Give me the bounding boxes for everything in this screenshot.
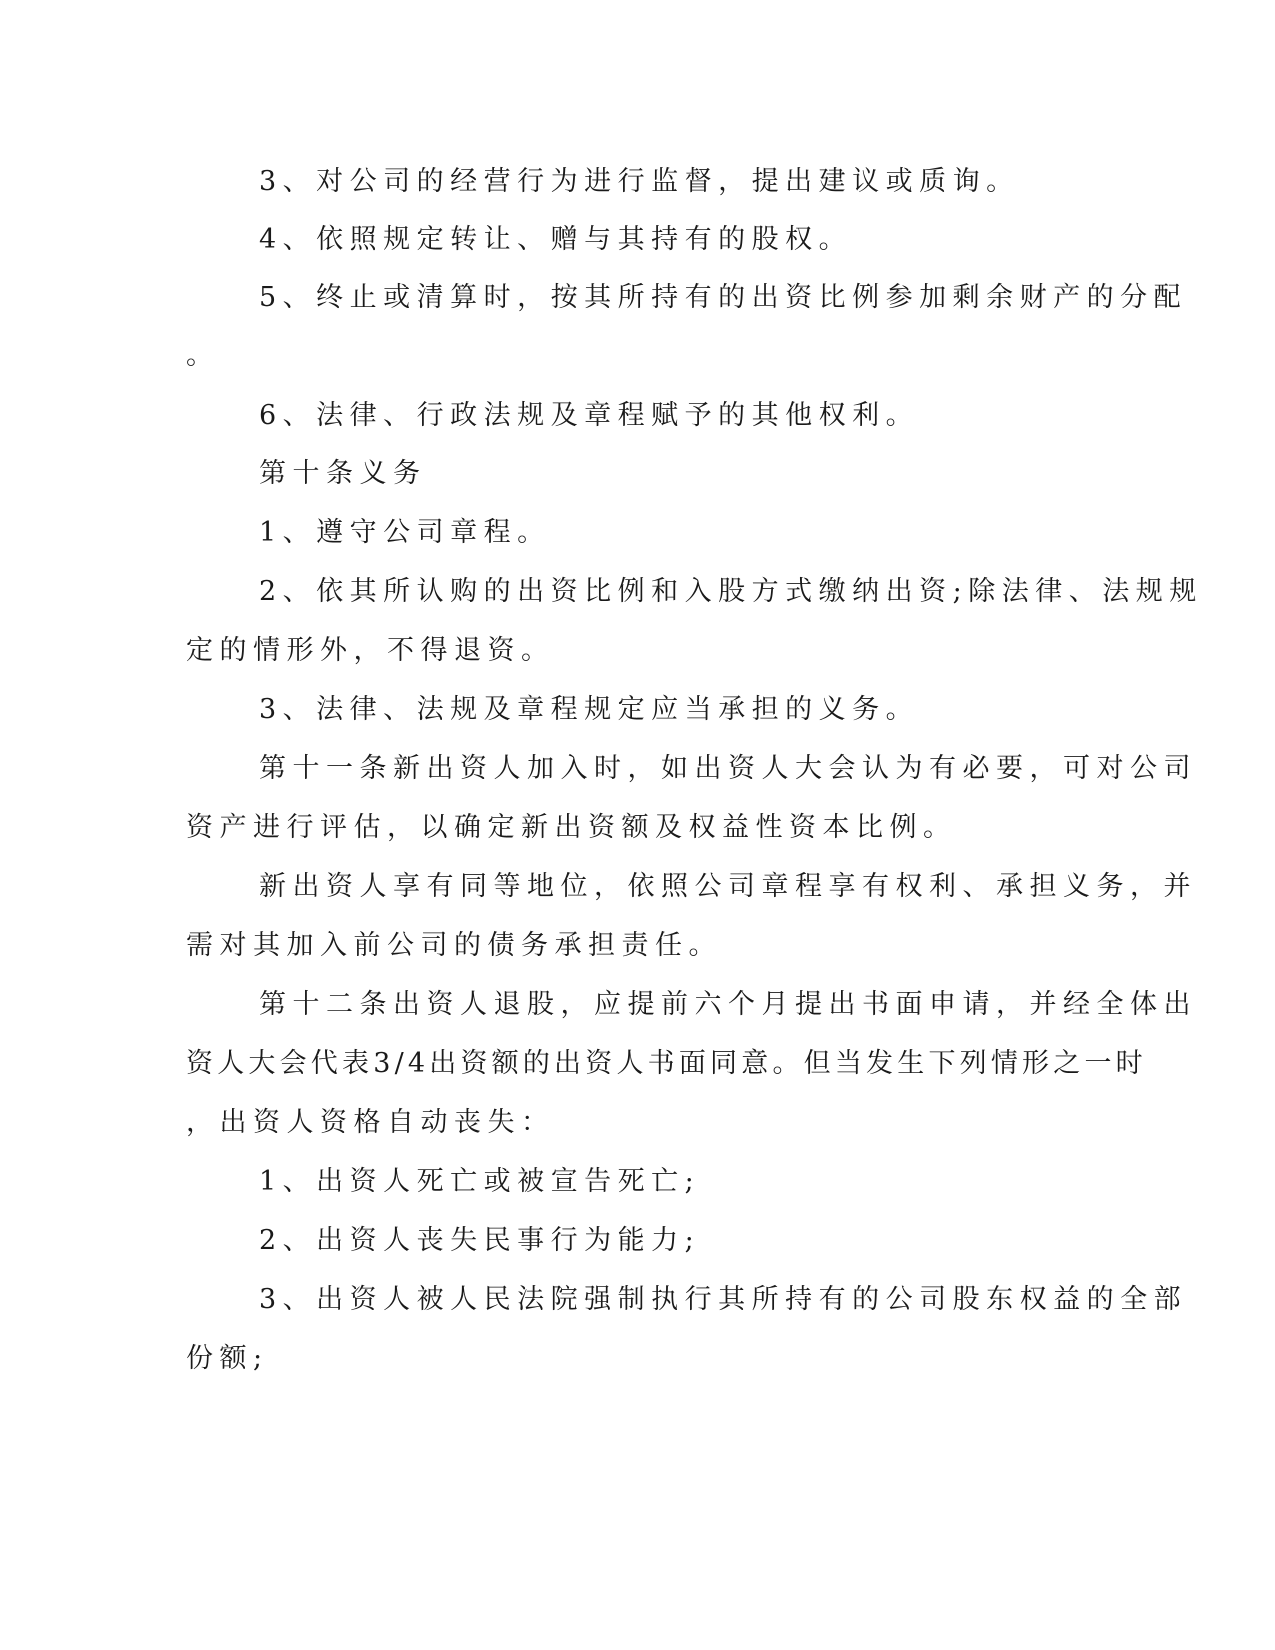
paragraph-line: 资产进行评估，以确定新出资额及权益性资本比例。: [186, 812, 957, 843]
paragraph-line: 新出资人享有同等地位，依照公司章程享有权利、承担义务，并: [259, 871, 1197, 902]
paragraph-line: 2、出资人丧失民事行为能力;: [259, 1225, 701, 1256]
paragraph-line: 份额;: [186, 1343, 269, 1374]
paragraph-line: 需对其加入前公司的债务承担责任。: [186, 930, 722, 961]
paragraph-line: 4、依照规定转让、赠与其持有的股权。: [259, 224, 853, 255]
paragraph-line: 2、依其所认购的出资比例和入股方式缴纳出资;除法律、法规规: [259, 576, 1203, 607]
paragraph-line: 。: [186, 340, 220, 371]
paragraph-line: 3、出资人被人民法院强制执行其所持有的公司股东权益的全部: [259, 1284, 1188, 1315]
paragraph-line: 6、法律、行政法规及章程赋予的其他权利。: [259, 400, 920, 431]
paragraph-line: 1、出资人死亡或被宣告死亡;: [259, 1166, 701, 1197]
paragraph-line: 5、终止或清算时，按其所持有的出资比例参加剩余财产的分配: [259, 282, 1188, 313]
paragraph-line: 3、对公司的经营行为进行监督，提出建议或质询。: [259, 166, 1020, 197]
paragraph-line: 定的情形外，不得退资。: [186, 635, 555, 666]
paragraph-line: 第十一条新出资人加入时，如出资人大会认为有必要，可对公司: [259, 753, 1197, 784]
paragraph-line: 资人大会代表3/4出资额的出资人书面同意。但当发生下列情形之一时: [186, 1048, 1147, 1079]
paragraph-line: ，出资人资格自动丧失：: [186, 1107, 555, 1138]
paragraph-line: 第十二条出资人退股，应提前六个月提出书面申请，并经全体出: [259, 989, 1197, 1020]
paragraph-line: 3、法律、法规及章程规定应当承担的义务。: [259, 694, 920, 725]
section-heading: 第十条义务: [259, 458, 427, 489]
paragraph-line: 1、遵守公司章程。: [259, 517, 551, 548]
